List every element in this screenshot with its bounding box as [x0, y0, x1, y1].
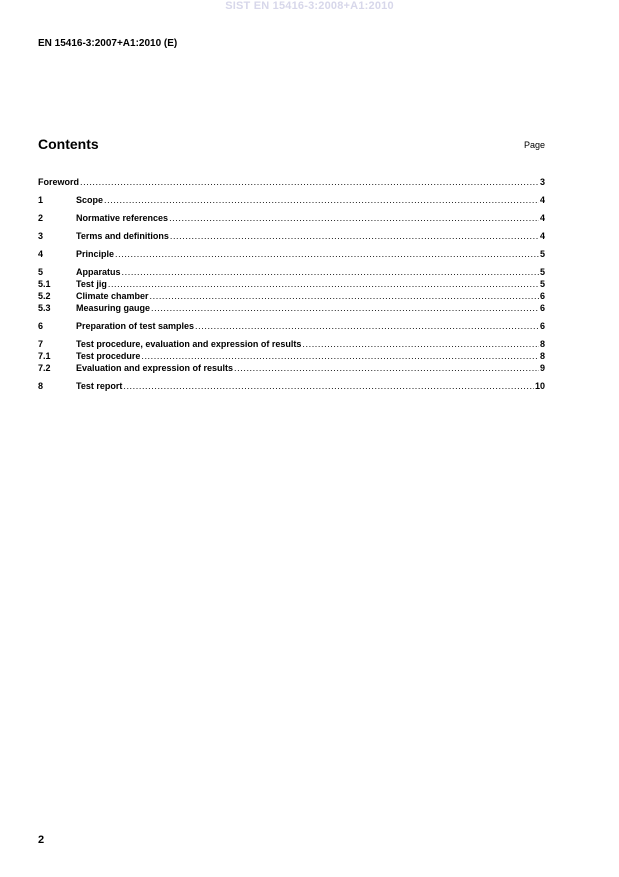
contents-title: Contents	[38, 136, 99, 152]
toc-entry-measuring-gauge[interactable]	[38, 302, 545, 314]
toc-entry-title: Normative references	[76, 213, 169, 223]
toc-entry-title: Terms and definitions	[76, 231, 169, 241]
toc-entry-title: Test procedure, evaluation and expression of results	[76, 339, 302, 349]
toc-entry-scope[interactable]	[38, 194, 545, 206]
toc-dot-leader	[151, 302, 539, 314]
toc-entry-page: 8	[539, 351, 545, 361]
toc-entry-title: Climate chamber	[76, 291, 149, 301]
toc-entry-number: 7.1	[38, 351, 51, 361]
toc-entry-test-procedure[interactable]	[38, 350, 545, 362]
toc-entry-number: 7	[38, 339, 44, 349]
toc-dot-leader	[115, 248, 539, 260]
watermark: SIST EN 15416-3:2008+A1:2010	[225, 0, 394, 12]
toc-dot-leader	[104, 194, 539, 206]
toc-entry-principle[interactable]	[38, 248, 545, 260]
toc-entry-title: Evaluation and expression of results	[76, 363, 234, 373]
toc-entry-number: 5	[38, 267, 44, 277]
toc-entry-climate-chamber[interactable]	[38, 290, 545, 302]
toc-entry-test-jig[interactable]	[38, 278, 545, 290]
toc-dot-leader	[302, 338, 539, 350]
toc-entry-number: 3	[38, 231, 44, 241]
toc-entry-page: 6	[539, 291, 545, 301]
toc-dot-leader	[80, 176, 539, 188]
toc-entry-foreword[interactable]	[38, 176, 545, 188]
table-of-contents	[38, 176, 545, 392]
toc-entry-page: 4	[539, 213, 545, 223]
toc-entry-title: Preparation of test samples	[76, 321, 195, 331]
toc-entry-number: 8	[38, 381, 44, 391]
toc-entry-number: 1	[38, 195, 44, 205]
toc-dot-leader	[170, 230, 539, 242]
toc-entry-page: 10	[534, 381, 545, 391]
toc-entry-page: 8	[539, 339, 545, 349]
toc-entry-test-procedure-evaluation[interactable]	[38, 338, 545, 350]
document-id: EN 15416-3:2007+A1:2010 (E)	[38, 38, 178, 49]
toc-entry-number: 5.2	[38, 291, 51, 301]
toc-entry-title: Apparatus	[76, 267, 121, 277]
toc-entry-page: 5	[539, 249, 545, 259]
toc-dot-leader	[123, 380, 534, 392]
toc-entry-page: 3	[539, 177, 545, 187]
toc-dot-leader	[108, 278, 539, 290]
toc-entry-normative-references[interactable]	[38, 212, 545, 224]
toc-entry-title: Test report	[76, 381, 123, 391]
toc-dot-leader	[195, 320, 539, 332]
toc-entry-preparation-of-test-samples[interactable]	[38, 320, 545, 332]
toc-entry-number: 5.1	[38, 279, 51, 289]
toc-entry-title: Foreword	[38, 177, 80, 187]
toc-entry-number: 4	[38, 249, 44, 259]
toc-entry-number: 6	[38, 321, 44, 331]
toc-dot-leader	[122, 266, 539, 278]
toc-entry-title: Test jig	[76, 279, 107, 289]
toc-entry-page: 6	[539, 321, 545, 331]
toc-dot-leader	[234, 362, 539, 374]
toc-dot-leader	[169, 212, 539, 224]
toc-entry-number: 7.2	[38, 363, 51, 373]
toc-entry-page: 5	[539, 267, 545, 277]
toc-entry-page: 5	[539, 279, 545, 289]
toc-dot-leader	[141, 350, 539, 362]
toc-entry-page: 9	[539, 363, 545, 373]
toc-entry-test-report[interactable]	[38, 380, 545, 392]
toc-entry-title: Test procedure	[76, 351, 141, 361]
toc-entry-number: 2	[38, 213, 44, 223]
toc-entry-title: Scope	[76, 195, 104, 205]
toc-entry-title: Principle	[76, 249, 115, 259]
toc-entry-evaluation-and-expression[interactable]	[38, 362, 545, 374]
page-number: 2	[38, 834, 45, 846]
toc-entry-title: Measuring gauge	[76, 303, 151, 313]
toc-entry-terms-and-definitions[interactable]	[38, 230, 545, 242]
toc-dot-leader	[150, 290, 539, 302]
toc-entry-page: 6	[539, 303, 545, 313]
page-column-label: Page	[523, 140, 545, 150]
toc-entry-page: 4	[539, 195, 545, 205]
toc-entry-apparatus[interactable]	[38, 266, 545, 278]
toc-entry-page: 4	[539, 231, 545, 241]
toc-entry-number: 5.3	[38, 303, 51, 313]
